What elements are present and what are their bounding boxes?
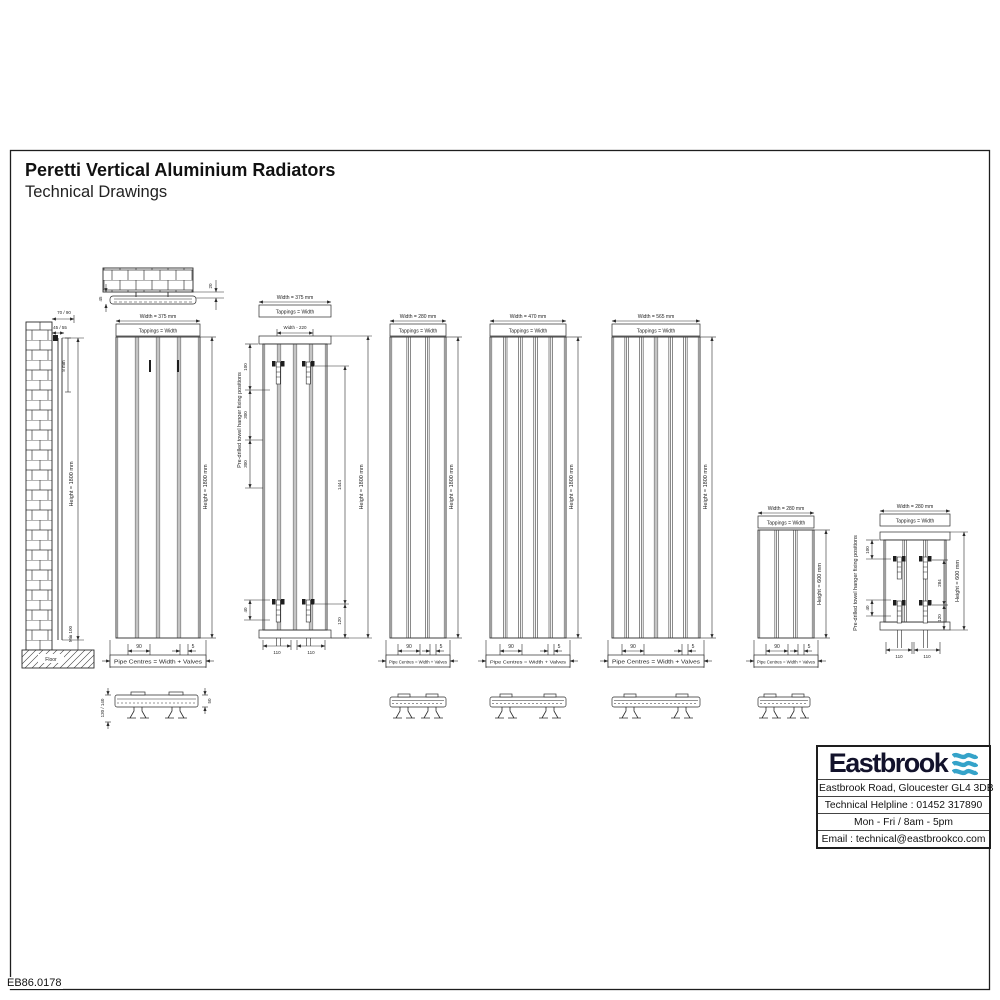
radiator-side-view — [22, 310, 94, 668]
base-plan-view-565 — [612, 694, 700, 718]
brand-helpline: Technical Helpline : 01452 317890 — [818, 797, 989, 814]
dim-width-label: Width = 375 mm — [139, 314, 177, 320]
dim-110-label: 110 — [273, 650, 281, 655]
tappings-label: Tappings = Width — [636, 328, 676, 335]
tappings-label: Tappings = Width — [275, 309, 315, 316]
front-view-280-600 — [746, 506, 830, 668]
pipe-centres-label: Pipe Centres = Width + Valves — [389, 659, 448, 665]
dim-90-label: 90 — [406, 644, 412, 650]
base-plan-view-280 — [390, 694, 446, 718]
pipe-centres-label: Pipe Centres = Width + Valves — [114, 659, 203, 666]
base-plan-view-280-short — [758, 694, 810, 718]
dim-8mm-label: 8 mm — [61, 360, 66, 372]
brand-address: Eastbrook Road, Gloucester GL4 3DB — [818, 780, 989, 797]
dim-width-label: Width = 565 mm — [637, 314, 675, 320]
floor-label: Floor — [45, 657, 57, 663]
dim-90-label: 90 — [630, 644, 636, 650]
towel-note-label: Pre-drilled towel hanger fixing positions — [853, 535, 859, 631]
pipe-centres-label: Pipe Centres = Width + Valves — [757, 659, 816, 665]
dim-width-label: Width = 280 mm — [399, 314, 437, 320]
front-view-375-towel — [237, 295, 372, 655]
radiator-body — [758, 530, 814, 638]
dim-45-55-label: 45 / 55 — [53, 325, 67, 330]
dim-height-label: Height = 1800 mm — [449, 464, 455, 510]
front-view-470 — [478, 314, 582, 668]
dim-70-90-label: 70 / 90 — [57, 310, 71, 315]
dim-height-label: Height = 600 mm — [817, 562, 823, 606]
dim-20-label: 20 — [208, 283, 213, 289]
dim-5-label: 5 — [557, 644, 561, 650]
brand-logo-row — [818, 747, 989, 780]
pipe-centres-label: Pipe Centres = Width + Valves — [612, 659, 701, 666]
dim-284-label: 284 — [937, 579, 942, 587]
page-title: Peretti Vertical Aluminium Radiators — [25, 160, 336, 180]
document-code: EB86.0178 — [7, 977, 62, 989]
brand-logo-text: Eastbrook — [828, 748, 948, 778]
dim-50-label: 50 — [207, 698, 212, 704]
dim-height-label: Height = 1800 mm — [203, 464, 209, 510]
dim-90-label: 90 — [774, 644, 780, 650]
front-view-280-600-towel — [853, 504, 968, 659]
dim-40-label: 40 — [865, 605, 870, 611]
dim-300-label: 300 — [243, 411, 248, 419]
tappings-label: Tappings = Width — [508, 328, 548, 335]
dim-110-label: 110 — [307, 650, 315, 655]
dim-height-label: Height = 1800 mm — [69, 461, 75, 507]
dim-120-label: 120 — [937, 614, 942, 622]
dim-height-label: Height = 1800 mm — [569, 464, 575, 510]
dim-height-label: Height = 600 mm — [955, 559, 961, 603]
brand-hours: Mon - Fri / 8am - 5pm — [818, 814, 989, 831]
base-plan-view-470 — [490, 694, 566, 718]
front-view-565 — [600, 314, 716, 668]
dim-5-label: 5 — [439, 644, 443, 650]
dim-90-label: 90 — [136, 644, 142, 650]
dim-5-label: 5 — [191, 644, 195, 650]
brand-box — [816, 745, 994, 849]
page-subtitle: Technical Drawings — [25, 183, 168, 201]
dim-110-label: 110 — [923, 654, 931, 659]
tappings-label: Tappings = Width — [138, 328, 178, 335]
brand-wave-icon — [952, 752, 978, 776]
tappings-label: Tappings = Width — [766, 520, 806, 527]
dim-5-label: 5 — [807, 644, 811, 650]
dim-300-label: 300 — [243, 460, 248, 468]
dim-120-label: 120 — [337, 617, 342, 625]
dim-110-label: 110 — [895, 654, 903, 659]
dim-130-140-label: 130 / 140 — [100, 698, 105, 718]
dim-width-label: Width = 375 mm — [276, 295, 314, 301]
front-view-280 — [378, 314, 462, 668]
brand-email: Email : technical@eastbrookco.com — [821, 833, 986, 845]
radiator-body — [490, 337, 566, 638]
dim-100-label: 100 — [243, 363, 248, 371]
dim-45-label: 45 — [98, 296, 103, 302]
dim-width-label: Width = 280 mm — [767, 506, 805, 512]
dim-height-label: Height = 1800 mm — [703, 464, 709, 510]
dim-width-label: Width = 280 mm — [896, 504, 934, 510]
towel-note-label: Pre-drilled towel hanger fixing positions — [237, 372, 243, 468]
dim-100-label: 100 — [865, 546, 870, 554]
dim-90-label: 90 — [508, 644, 514, 650]
dim-1444-label: 1444 — [337, 479, 342, 491]
pipe-centres-label: Pipe Centres = Width + Valves — [490, 659, 567, 665]
tappings-label: Tappings = Width — [895, 518, 935, 525]
dim-width-label: Width = 470 mm — [509, 314, 547, 320]
base-plan-view-375 — [100, 688, 212, 729]
dim-5-label: 5 — [691, 644, 695, 650]
dim-height-label: Height = 1800 mm — [359, 464, 365, 510]
dim-width-220-label: Width - 220 — [283, 325, 307, 330]
dim-40-label: 40 — [243, 607, 248, 613]
radiator-body — [390, 337, 446, 638]
dim-min100-label: Min 100 — [68, 625, 73, 643]
wall-section-plan-view — [98, 268, 224, 312]
tappings-label: Tappings = Width — [398, 328, 438, 335]
front-view-375 — [102, 314, 216, 668]
